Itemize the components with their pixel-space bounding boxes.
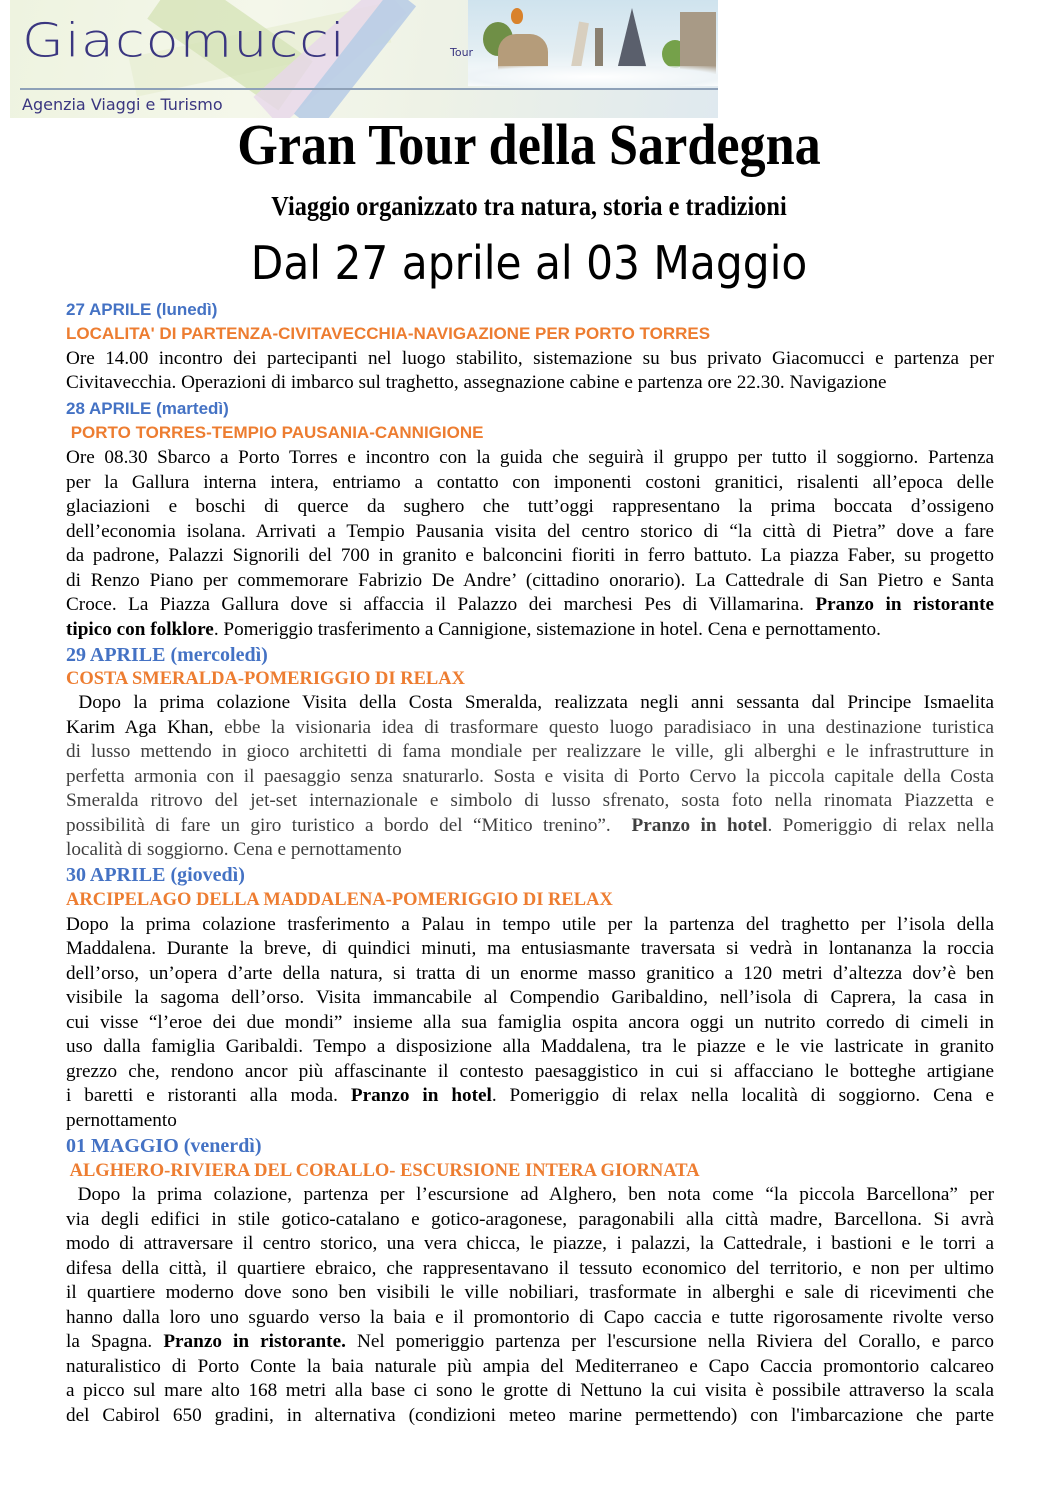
agency-banner	[10, 0, 718, 118]
day-text-line: di lusso mettendo in gioco architetti di fama mondiale per realizzare le ville, gli alberghi e le infrastrutture in	[66, 741, 994, 762]
text-segment: ebbe la visionaria idea di trasformare questo luogo paradisiaco in una destinazione turistica	[213, 717, 994, 738]
trip-dates: Dal 27 aprile al 03 Maggio	[250, 236, 808, 290]
day-text-line: hanno dalla loro uno sguardo verso la baia e il promontorio di Capo caccia e tutte rigorosamente rivolte verso	[66, 1307, 994, 1328]
day-text-line: difesa della città, il quartiere ebraico, che rappresentavano il tessuto economico del territorio, e non per ultimo	[66, 1258, 994, 1279]
day-text-line: Smeralda ritrovo del jet-set internazionale e simbolo di lusso sfrenato, sosta foto nella rinomata Piazzetta e	[66, 790, 994, 811]
day-text-line: modo di attraversare il centro storico, una vera chicca, le piazze, i palazzi, la Cattedrale, i bastioni e le torri a	[66, 1233, 994, 1254]
text-segment: . Pomeriggio trasferimento a Cannigione, sistemazione in hotel. Cena e pernottamento.	[213, 619, 881, 640]
text-segment: la Spagna.	[66, 1331, 164, 1352]
text-segment: Nel pomeriggio partenza per l'escursione nella Riviera del Corallo, e parco	[345, 1331, 994, 1352]
day-text-line: a picco sul mare alto 168 metri alla base ci sono le grotte di Nettuno la cui visita è possibile attraverso la scala	[66, 1380, 994, 1401]
brand-tagline: Agenzia Viaggi e Turismo	[22, 95, 223, 114]
brand-logo: Giacomucci	[22, 13, 346, 68]
day-text-line: da padrone, Palazzi Signorili del 700 in granito e balconcini fioriti in ferro battuto. La piazza Faber, su progetto	[66, 545, 994, 566]
brand-logo-suffix: Tour	[450, 46, 474, 59]
colosseum-icon	[498, 34, 548, 70]
page-title: Gran Tour della Sardegna	[237, 112, 821, 177]
leaning-tower-icon	[571, 21, 589, 68]
day-heading: ALGHERO-RIVIERA DEL CORALLO- ESCURSIONE INTERA GIORNATA	[66, 1161, 700, 1181]
day-text-line: Dopo la prima colazione, partenza per l’escursione ad Alghero, ben nota come “la piccola Barcellona” per	[66, 1184, 994, 1205]
day-text-line: Ore 08.30 Sbarco a Porto Torres e incontro con la guida che seguirà il gruppo per tutto il soggiorno. Partenza	[66, 447, 994, 468]
landmarks-image	[468, 0, 718, 86]
day-text-line: perfetta armonia con il paesaggio senza snaturarlo. Sosta e visita di Porto Cervo la piccola capitale della Costa	[66, 766, 994, 787]
day-text-line: dell’economia isolana. Arrivati a Tempio Pausania visita del centro storico di “la città di Pietra” dove a fare	[66, 521, 994, 542]
day-text-line: località di soggiorno. Cena e pernottamento	[66, 839, 402, 860]
day-text-line	[66, 815, 994, 837]
day-text-line: Ore 14.00 incontro dei partecipanti nel luogo stabilito, sistemazione su bus privato Giacomucci e partenza per	[66, 348, 994, 369]
day-text-line: via degli edifici in stile gotico-catalano e gotico-aragonese, paragonabili alla città madre, Barcellona. Si avrà	[66, 1209, 994, 1230]
day-text-line: glaciazioni e boschi di querce da sughero che tutt’oggi rappresentano la prima boccata d’ossigeno	[66, 496, 994, 517]
day-label: 28 APRILE (martedì)	[66, 399, 229, 418]
meal-highlight: Pranzo in ristorante	[815, 594, 995, 615]
text-segment: Croce. La Piazza Gallura dove si affaccia il Palazzo dei marchesi Pes di Villamarina.	[66, 594, 816, 615]
page-subtitle: Viaggio organizzato tra natura, storia e tradizioni	[271, 191, 787, 221]
day-text-line	[66, 717, 994, 739]
day-text-line: dell’orso, un’opera d’arte della natura, si tratta di un enorme masso granitico a 120 metri d’altezza dov’è ben	[66, 963, 994, 984]
meal-highlight: Pranzo in ristorante.	[163, 1331, 346, 1352]
big-ben-icon	[595, 28, 603, 70]
day-heading: COSTA SMERALDA-POMERIGGIO DI RELAX	[66, 669, 465, 689]
text-segment: . Pomeriggio di relax nella	[767, 815, 994, 836]
day-label: 27 APRILE (lunedì)	[66, 300, 218, 319]
meal-highlight: Pranzo in hotel	[631, 815, 768, 836]
day-text-line: pernottamento	[66, 1110, 177, 1131]
day-label: 01 MAGGIO (venerdì)	[66, 1135, 262, 1157]
day-text-line: Civitavecchia. Operazioni di imbarco sul traghetto, assegnazione cabine e partenza ore 22.30. Navigazione	[66, 372, 887, 393]
day-text-line: visibile la sagoma dell’orso. Visita immancabile al Compendio Garibaldino, nell’isola di Caprera, la casa in	[66, 987, 994, 1008]
day-text-line	[66, 1331, 994, 1353]
day-heading: PORTO TORRES-TEMPIO PAUSANIA-CANNIGIONE	[66, 423, 484, 442]
eiffel-tower-icon	[616, 8, 648, 74]
day-text-line: naturalistico di Porto Conte la baia naturale più ampia del Mediterraneo e Capo Caccia promontorio calcareo	[66, 1356, 994, 1377]
day-label: 29 APRILE (mercoledì)	[66, 644, 268, 666]
banner-divider	[20, 88, 718, 90]
day-text-line: il quartiere moderno dove sono ben visibili le ville nobiliari, trasformate in alberghi e sale di ricevimenti che	[66, 1282, 994, 1303]
text-segment: Karim Aga Khan,	[66, 717, 214, 738]
day-text-line: grezzo che, rendono ancor più affascinante il contesto paesaggistico in cui si affacciano le botteghe artigiane	[66, 1061, 994, 1082]
text-segment: i baretti e ristoranti alla moda.	[66, 1085, 351, 1106]
day-text-line: cui visse “l’eroe dei due mondi” insieme alla sua famiglia ospita ancora oggi un nutrito corredo di cimeli in	[66, 1012, 994, 1033]
cathedral-icon	[680, 12, 716, 74]
day-text-line: uso dalla famiglia Garibaldi. Tempo a disposizione alla Maddalena, tra le piazze e le vie lastricate in granito	[66, 1036, 994, 1057]
day-text-line	[66, 594, 994, 616]
day-text-line	[66, 1085, 994, 1107]
hot-air-balloon-icon	[511, 8, 523, 24]
day-heading: LOCALITA' DI PARTENZA-CIVITAVECCHIA-NAVIGAZIONE PER PORTO TORRES	[66, 324, 711, 343]
text-segment: possibilità di fare un giro turistico a bordo del “Mitico trenino”.	[66, 815, 632, 836]
meal-highlight: tipico con folklore	[66, 619, 214, 640]
meal-highlight: Pranzo in hotel	[350, 1085, 492, 1106]
day-text-line: Maddalena. Durante la breve, di quindici minuti, ma entusiasmante traversata si vedrà in lontananza la roccia	[66, 938, 994, 959]
day-heading: ARCIPELAGO DELLA MADDALENA-POMERIGGIO DI RELAX	[66, 890, 613, 910]
day-label: 30 APRILE (giovedì)	[66, 864, 245, 886]
day-text-line: Dopo la prima colazione Visita della Costa Smeralda, realizzata negli anni sessanta dal Principe Ismaelita	[66, 692, 994, 713]
day-text-line: Dopo la prima colazione trasferimento a Palau in tempo utile per la partenza del traghetto per l’isola della	[66, 914, 994, 935]
text-segment: . Pomeriggio di relax nella località di soggiorno. Cena e	[491, 1085, 994, 1106]
day-text-line	[66, 619, 994, 641]
day-text-line: del Cabirol 650 gradini, in alternativa (condizioni meteo marine permettendo) con l'imbarcazione che parte	[66, 1405, 994, 1426]
day-text-line: di Renzo Piano per commemorare Fabrizio De Andre’ (cittadino onorario). La Cattedrale di San Pietro e Santa	[66, 570, 994, 591]
day-text-line: per la Gallura interna intera, entriamo a contatto con imponenti costoni granitici, risalenti all’epoca delle	[66, 472, 994, 493]
cloud-decoration	[468, 66, 718, 88]
